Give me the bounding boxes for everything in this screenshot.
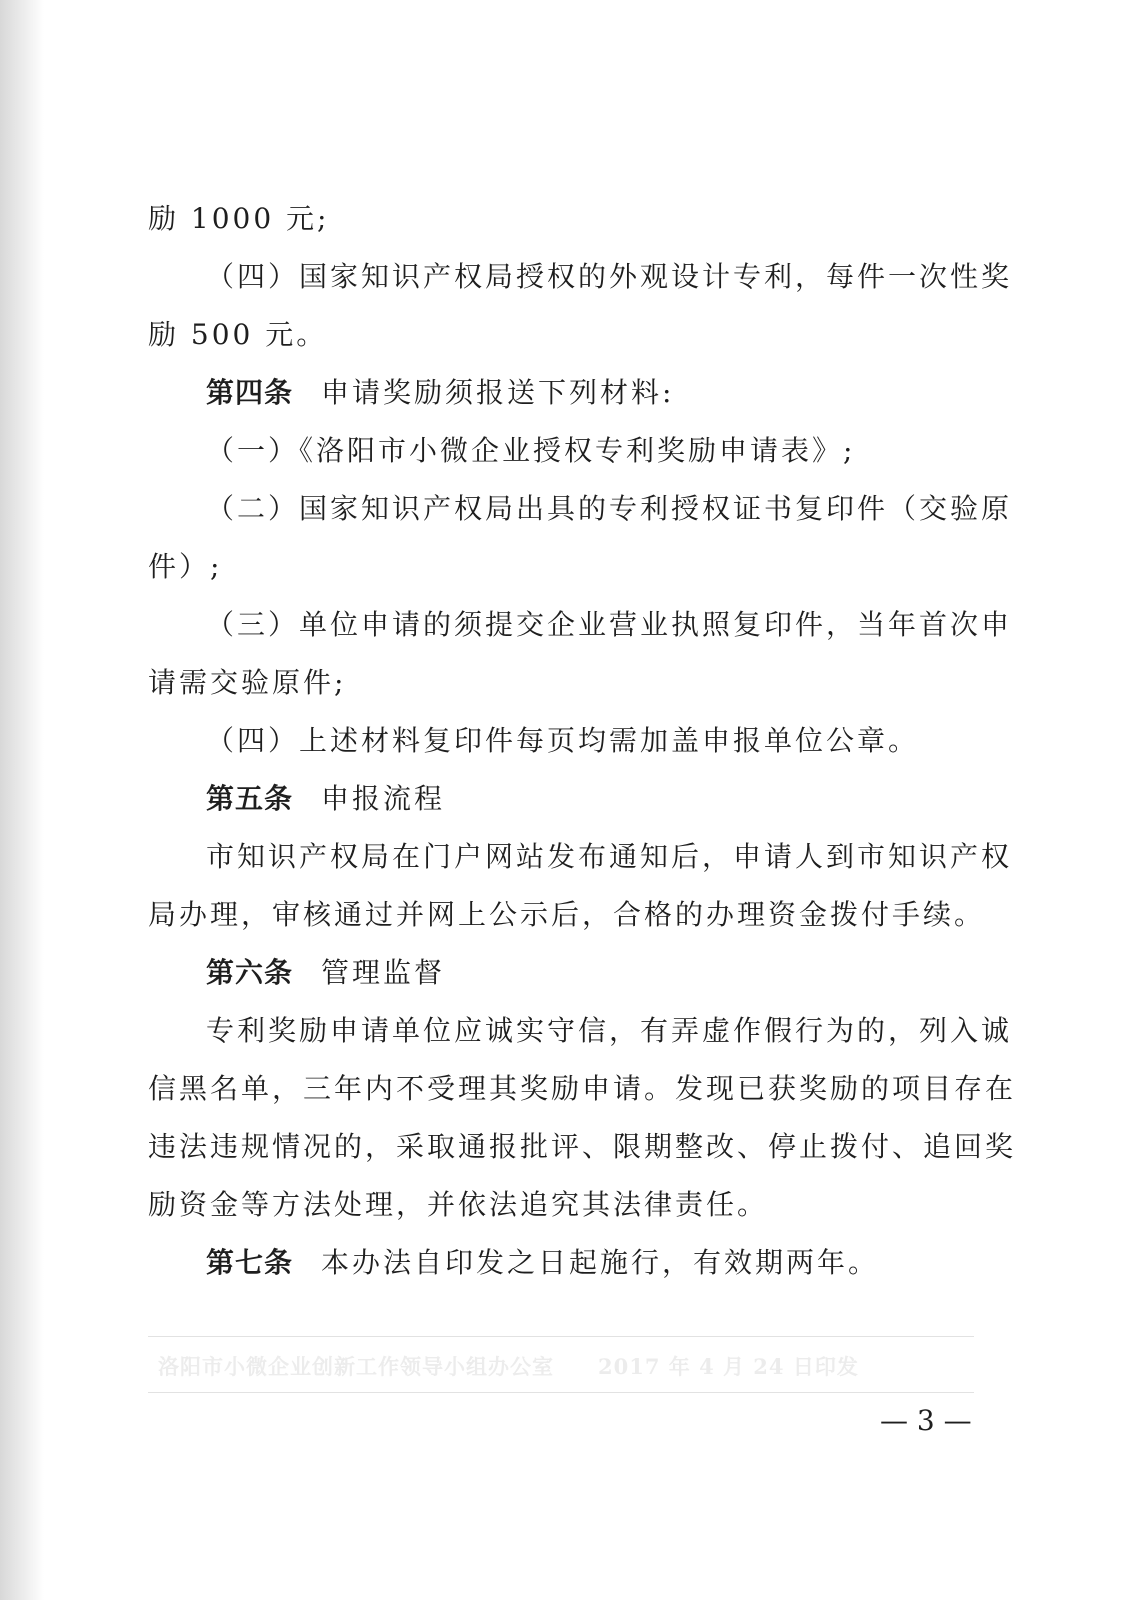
article-text: 申报流程 [321, 782, 446, 815]
article-4 [148, 364, 978, 422]
article-heading: 第四条 [206, 376, 294, 409]
article-text: 管理监督 [321, 956, 446, 989]
footer-top-rule [148, 1336, 974, 1337]
text-line: （四）国家知识产权局授权的外观设计专利，每件一次性奖 [206, 260, 1013, 293]
text-line: 信黑名单，三年内不受理其奖励申请。发现已获奖励的项目存在 [148, 1072, 1017, 1105]
article-6 [148, 944, 978, 1002]
footer-bottom-rule [148, 1392, 974, 1393]
text-line: 励 1000 元; [148, 202, 330, 235]
article-7 [148, 1234, 978, 1292]
text-line: 专利奖励申请单位应诚实守信，有弄虚作假行为的，列入诚 [206, 1014, 1013, 1047]
text-line: （一）《洛阳市小微企业授权专利奖励申请表》; [206, 434, 856, 467]
article-5 [148, 770, 978, 828]
article-heading: 第七条 [206, 1246, 294, 1279]
text-line: 市知识产权局在门户网站发布通知后，申请人到市知识产权 [206, 840, 1013, 873]
text-line: （三）单位申请的须提交企业营业执照复印件，当年首次申 [206, 608, 1013, 641]
text-line: 违法违规情况的，采取通报批评、限期整改、停止拨付、追回奖 [148, 1130, 1017, 1163]
page-number: — 3 — [880, 1404, 972, 1437]
issuer-note: 洛阳市小微企业创新工作领导小组办公室 2017 年 4 月 24 日印发 [158, 1354, 859, 1379]
article-text: 申请奖励须报送下列材料: [321, 376, 675, 409]
text-line: 励 500 元。 [148, 318, 328, 351]
article-heading: 第五条 [206, 782, 294, 815]
text-line: 件）; [148, 550, 223, 583]
article-heading: 第六条 [206, 956, 294, 989]
scan-binding-shadow [0, 0, 44, 1600]
text-line: （二）国家知识产权局出具的专利授权证书复印件（交验原 [206, 492, 1013, 525]
article-text: 本办法自印发之日起施行，有效期两年。 [321, 1246, 880, 1279]
text-line: 请需交验原件; [148, 666, 347, 699]
text-line: 励资金等方法处理，并依法追究其法律责任。 [148, 1188, 769, 1221]
text-line: （四）上述材料复印件每页均需加盖申报单位公章。 [206, 724, 920, 757]
document-body [148, 190, 1017, 1292]
text-line: 局办理，审核通过并网上公示后，合格的办理资金拨付手续。 [148, 898, 986, 931]
